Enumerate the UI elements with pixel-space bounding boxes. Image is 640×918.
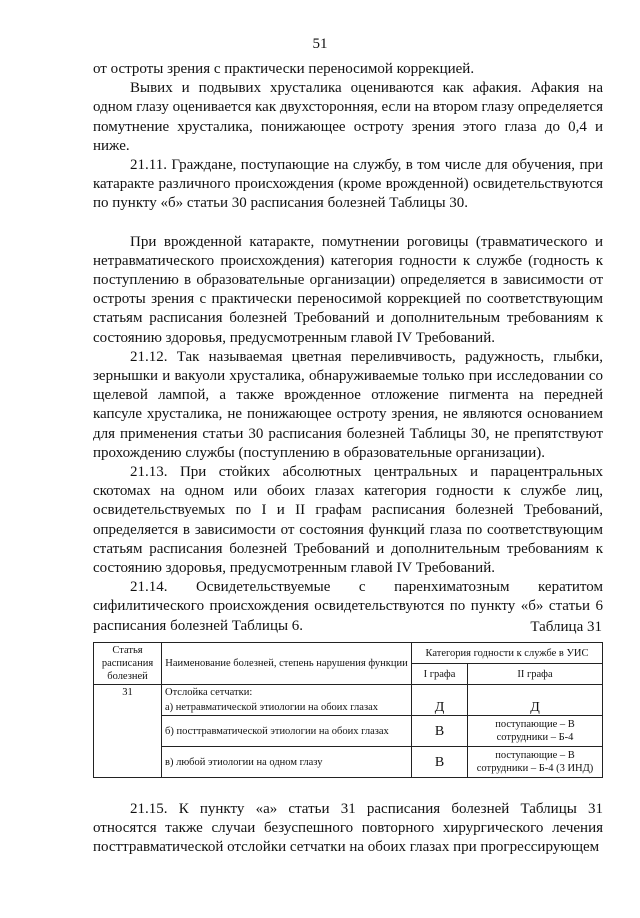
row-name: б) посттравматической этиологии на обоих глазах [162,716,412,747]
paragraph: 21.15. К пункту «а» статьи 31 расписания болезней Таблицы 31 относятся также случаи безуспешного повторного хирургического лечения посттравматической отслойки сетчатки на обоих глазах при прогрессирующем [93,801,603,856]
header-article: Статья расписания болезней [94,643,162,685]
row-col1: Д [412,700,468,716]
table-row [94,716,603,747]
row-col2: Д [468,700,603,716]
paragraph: Вывих и подвывих хрусталика оцениваются как афакия. Афакия на одном глазу оценивается как двухсторонняя, если на втором глазу определяется помутнение хрусталика, понижающее остроту зрения этого глаза до 0,4 и ниже. [93,80,603,154]
header-name: Наименование болезней, степень нарушения функции [162,643,412,685]
header-category: Категория годности к службе в УИС [412,643,603,664]
table-row [94,700,603,716]
row-col1: В [412,747,468,778]
table-row [94,685,603,701]
row-col2: поступающие – В сотрудники – Б-4 [468,716,603,747]
paragraph: от остроты зрения с практически переносимой коррекцией. [93,61,475,77]
group-label: Отслойка сетчатки: [162,685,412,701]
row-name: в) любой этиологии на одном глазу [162,747,412,778]
paragraph: При врожденной катаракте, помутнении роговицы (травматического и нетравматического происхождения) категория годности к службе (годность к поступлению в образовательные организации) определяется в зависимости от остроты зрения с практически переносимой коррекцией по соответствующим статьям расписания болезней Требований и дополнительным требованиям к состоянию здоровья, предусмотренным главой IV Требований. [93,233,603,346]
article-number: 31 [94,685,162,778]
header-col2: II графа [468,664,603,685]
paragraph: 21.13. При стойких абсолютных центральных и парацентральных скотомах на одном или обоих глазах категория годности к службе лиц, освидетельствуемых по I и II графам расписания болезней Требований, определяется в зависимости от состояния функций глаза по соответствующим статьям расписания болезней Требований и дополнительным требованиям к состоянию здоровья, предусмотренным главой IV Требований. [93,464,603,577]
paragraph: 21.12. Так называемая цветная переливчивость, радужность, глыбки, зернышки и вакуоли хрусталика, обнаруживаемые только при исследовании со щелевой лампой, а также врожденное отложение пигмента на передней капсуле хрусталика, не понижающее остроту зрения, не являются основанием для применения статьи 30 расписания болезней Таблицы 30, не препятствуют прохождению службы (поступлению в образовательные организации). [93,348,603,461]
body-text [93,60,603,636]
row-name: а) нетравматической этиологии на обоих глазах [162,700,412,716]
tail-text [93,800,603,858]
row-col1: В [412,716,468,747]
page-number: 51 [312,36,328,52]
header-col1: I графа [412,664,468,685]
table-caption: Таблица 31 [530,619,602,635]
paragraph: 21.11. Граждане, поступающие на службу, в том числе для обучения, при катаракте различного происхождения (кроме врожденной) освидетельствуются по пункту «б» статьи 30 расписания болезней Таблицы 30. [93,157,603,212]
row-col2: поступающие – В сотрудники – Б-4 (3 ИНД) [468,747,603,778]
table-row [94,747,603,778]
paragraph: 21.14. Освидетельствуемые с паренхиматозным кератитом сифилитического происхождения освидетельствуются по пункту «б» статьи 6 расписания болезней Таблицы 6. [93,579,603,634]
table-31 [93,642,603,778]
